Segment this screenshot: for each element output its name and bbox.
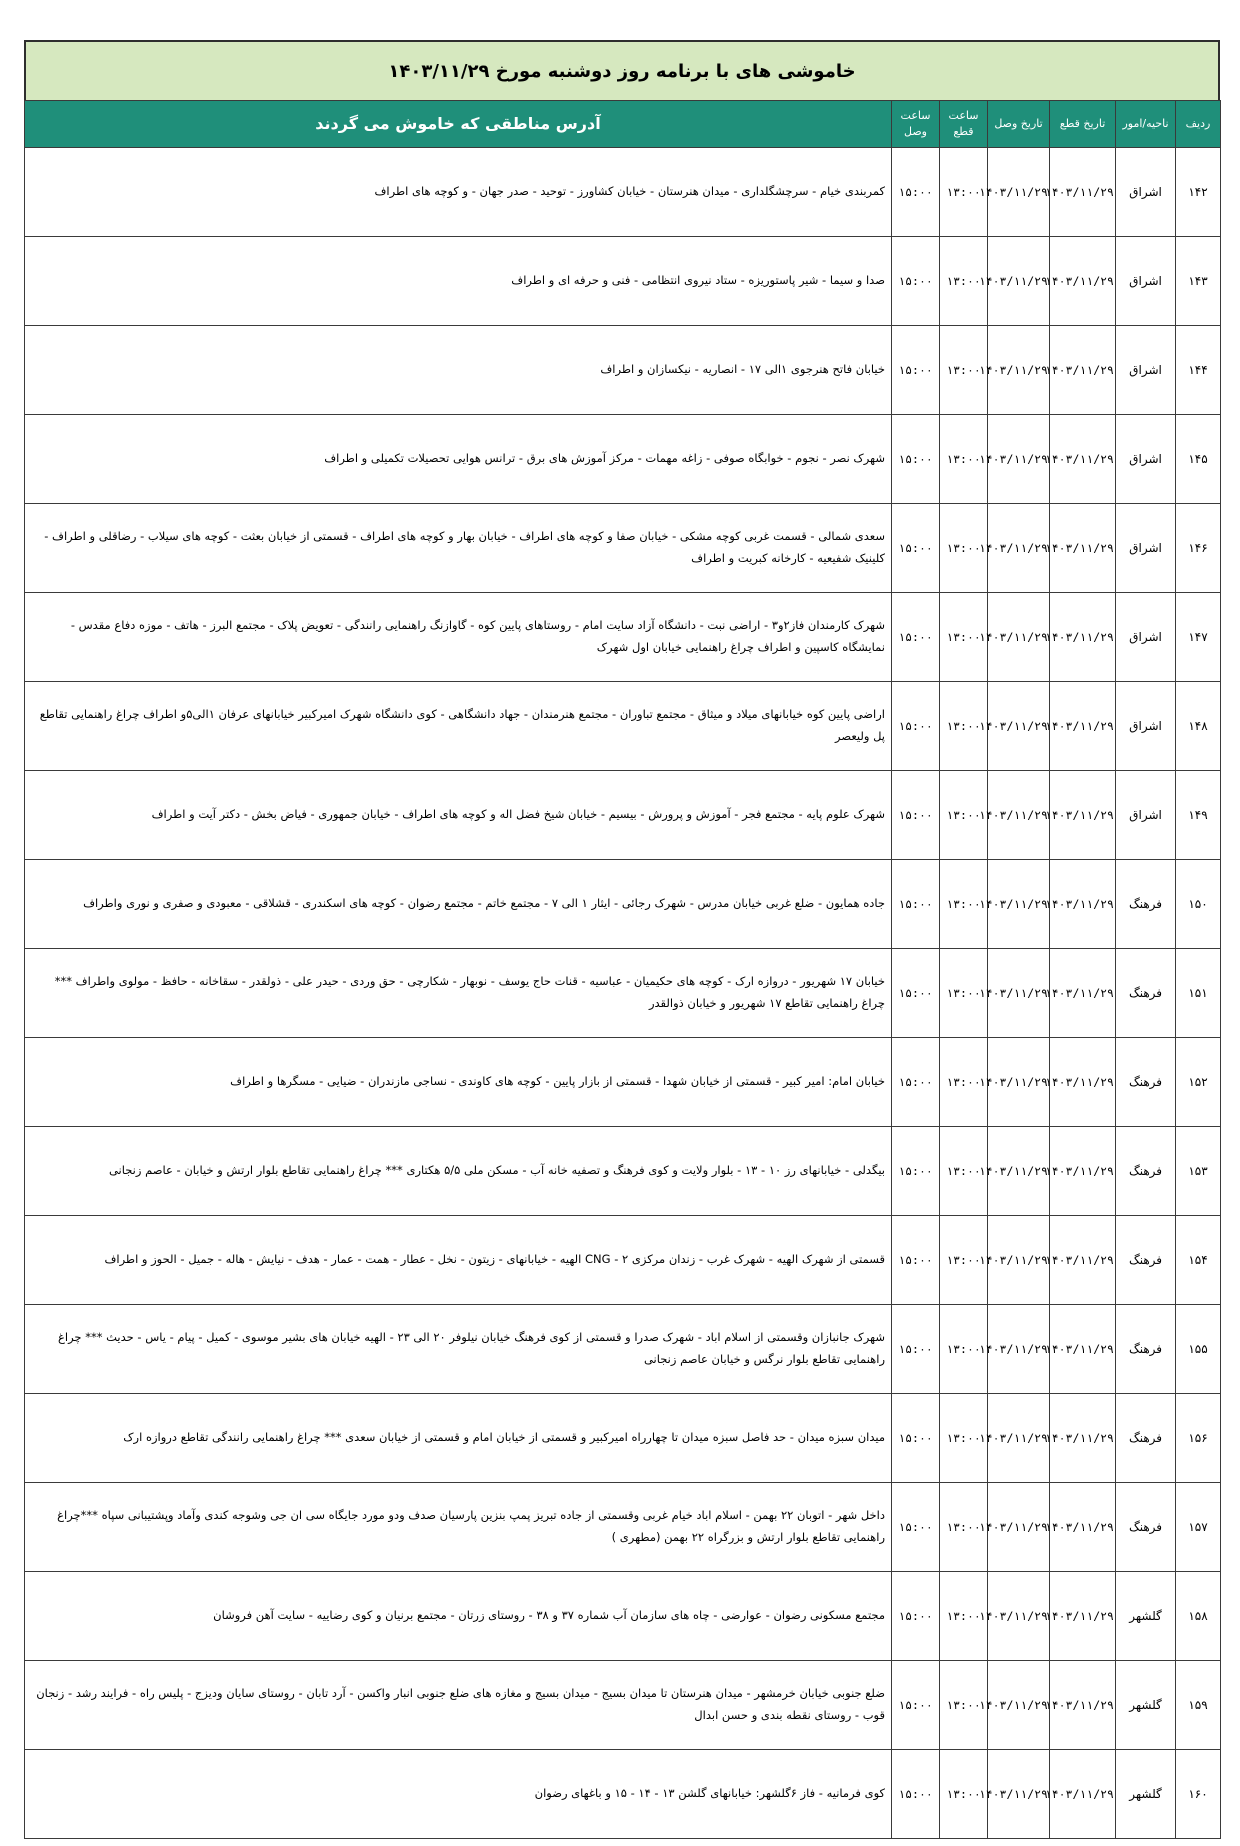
cell-district: فرهنگ	[1116, 1305, 1176, 1394]
table-row	[25, 860, 1221, 949]
cell-district: فرهنگ	[1116, 1394, 1176, 1483]
cell-connect-time: ۱۵:۰۰	[892, 860, 940, 949]
cell-cut-date: ۱۴۰۳/۱۱/۲۹	[1050, 1661, 1116, 1750]
cell-cut-date: ۱۴۰۳/۱۱/۲۹	[1050, 1483, 1116, 1572]
cell-connect-time: ۱۵:۰۰	[892, 1483, 940, 1572]
cell-row-number: ۱۵۰	[1176, 860, 1221, 949]
header-cut-date: تاریخ قطع	[1050, 101, 1116, 148]
table-row	[25, 1750, 1221, 1839]
cell-address: شهرک جانبازان وقسمتی از اسلام اباد - شهرک صدرا و قسمتی از کوی فرهنگ خیابان نیلوفر ۲۰ الی ۲۳ - الهیه خیابان های بشیر موسوی - کمیل - پیام - یاس - حدیث *** چراغ راهنمایی تقاطع بلوار نرگس و خیابان عاصم زنجانی	[25, 1305, 892, 1394]
cell-cut-date: ۱۴۰۳/۱۱/۲۹	[1050, 148, 1116, 237]
cell-address: کمربندی خیام - سرچشگلداری - میدان هنرستان - خیابان کشاورز - توحید - صدر جهان - و کوچه های اطراف	[25, 148, 892, 237]
cell-cut-time: ۱۳:۰۰	[940, 860, 988, 949]
cell-row-number: ۱۶۰	[1176, 1750, 1221, 1839]
cell-connect-time: ۱۵:۰۰	[892, 1038, 940, 1127]
cell-district: گلشهر	[1116, 1661, 1176, 1750]
cell-row-number: ۱۴۹	[1176, 771, 1221, 860]
cell-connect-date: ۱۴۰۳/۱۱/۲۹	[988, 415, 1050, 504]
table-row	[25, 1661, 1221, 1750]
cell-connect-time: ۱۵:۰۰	[892, 1216, 940, 1305]
cell-cut-time: ۱۳:۰۰	[940, 237, 988, 326]
cell-district: اشراق	[1116, 593, 1176, 682]
cell-row-number: ۱۴۳	[1176, 237, 1221, 326]
cell-cut-time: ۱۳:۰۰	[940, 326, 988, 415]
cell-address: بیگدلی - خیابانهای رز ۱۰ - ۱۳ - بلوار ولایت و کوی فرهنگ و تصفیه خانه آب - مسکن ملی ۵/۵ هکتاری *** چراغ راهنمایی تقاطع بلوار ارتش و خیابان - عاصم زنجانی	[25, 1127, 892, 1216]
cell-cut-time: ۱۳:۰۰	[940, 593, 988, 682]
cell-row-number: ۱۵۸	[1176, 1572, 1221, 1661]
table-row	[25, 415, 1221, 504]
cell-row-number: ۱۵۱	[1176, 949, 1221, 1038]
cell-address: شهرک نصر - نجوم - خوابگاه صوفی - زاغه مهمات - مرکز آموزش های برق - ترانس هوایی تحصیلات تکمیلی و اطراف	[25, 415, 892, 504]
cell-connect-date: ۱۴۰۳/۱۱/۲۹	[988, 1394, 1050, 1483]
cell-cut-date: ۱۴۰۳/۱۱/۲۹	[1050, 415, 1116, 504]
cell-address: شهرک کارمندان فاز۲و۳ - اراضی نبت - دانشگاه آزاد سایت امام - روستاهای پایین کوه - گاوازنگ راهنمایی رانندگی - تعویض پلاک - مجتمع البرز - هاتف - موزه دفاع مقدس - نمایشگاه کاسپین و اطراف چراغ راهنمایی خیابان اول شهرک	[25, 593, 892, 682]
cell-connect-time: ۱۵:۰۰	[892, 949, 940, 1038]
table-row	[25, 326, 1221, 415]
cell-connect-time: ۱۵:۰۰	[892, 415, 940, 504]
cell-connect-time: ۱۵:۰۰	[892, 682, 940, 771]
cell-row-number: ۱۴۶	[1176, 504, 1221, 593]
table-row	[25, 504, 1221, 593]
cell-connect-time: ۱۵:۰۰	[892, 504, 940, 593]
cell-row-number: ۱۵۲	[1176, 1038, 1221, 1127]
cell-connect-date: ۱۴۰۳/۱۱/۲۹	[988, 771, 1050, 860]
cell-connect-time: ۱۵:۰۰	[892, 1127, 940, 1216]
table-row	[25, 771, 1221, 860]
cell-connect-time: ۱۵:۰۰	[892, 1305, 940, 1394]
cell-connect-time: ۱۵:۰۰	[892, 148, 940, 237]
cell-connect-date: ۱۴۰۳/۱۱/۲۹	[988, 949, 1050, 1038]
header-district: ناحیه/امور	[1116, 101, 1176, 148]
cell-connect-date: ۱۴۰۳/۱۱/۲۹	[988, 1305, 1050, 1394]
cell-connect-time: ۱۵:۰۰	[892, 237, 940, 326]
table-row	[25, 593, 1221, 682]
page-title: خاموشی های با برنامه روز دوشنبه مورخ ۱۴۰۳/۱۱/۲۹	[24, 40, 1220, 100]
cell-connect-date: ۱۴۰۳/۱۱/۲۹	[988, 682, 1050, 771]
cell-connect-time: ۱۵:۰۰	[892, 1572, 940, 1661]
cell-district: فرهنگ	[1116, 1038, 1176, 1127]
cell-cut-date: ۱۴۰۳/۱۱/۲۹	[1050, 682, 1116, 771]
cell-row-number: ۱۴۴	[1176, 326, 1221, 415]
cell-cut-time: ۱۳:۰۰	[940, 415, 988, 504]
cell-address: اراضی پایین کوه خیابانهای میلاد و میثاق - مجتمع تباوران - مجتمع هنرمندان - جهاد دانشگاهی - کوی دانشگاه شهرک امیرکبیر خیابانهای عرفان ۱الی۵و اطراف چراغ راهنمایی تقاطع پل ولیعصر	[25, 682, 892, 771]
table-row	[25, 1394, 1221, 1483]
cell-connect-date: ۱۴۰۳/۱۱/۲۹	[988, 1216, 1050, 1305]
cell-address: ضلع جنوبی خیابان خرمشهر - میدان هنرستان تا میدان بسیج - میدان بسیج و مغازه های ضلع جنوبی انبار واکسن - آرد تابان - روستای سایان ودیزج - پلیس راه - فرایند رشد - زنجان قوب - روستای نقطه بندی و حسن ابدال	[25, 1661, 892, 1750]
cell-cut-date: ۱۴۰۳/۱۱/۲۹	[1050, 237, 1116, 326]
cell-address: سعدی شمالی - قسمت غربی کوچه مشکی - خیابان صفا و کوچه های اطراف - خیابان بهار و کوچه های اطراف - قسمتی از خیابان بعثت - کوچه های سیلاب - رضاقلی و اطراف - کلینیک شفیعیه - کارخانه کبریت و اطراف	[25, 504, 892, 593]
header-cut-time: ساعت قطع	[940, 101, 988, 148]
table-row	[25, 1572, 1221, 1661]
cell-cut-time: ۱۳:۰۰	[940, 949, 988, 1038]
cell-cut-date: ۱۴۰۳/۱۱/۲۹	[1050, 504, 1116, 593]
table-row	[25, 1483, 1221, 1572]
table-row	[25, 148, 1221, 237]
cell-cut-time: ۱۳:۰۰	[940, 1127, 988, 1216]
cell-row-number: ۱۴۸	[1176, 682, 1221, 771]
cell-connect-time: ۱۵:۰۰	[892, 326, 940, 415]
cell-row-number: ۱۵۹	[1176, 1661, 1221, 1750]
table-row	[25, 1038, 1221, 1127]
cell-address: کوی فرمانیه - فاز ۶گلشهر: خیابانهای گلشن ۱۳ - ۱۴ - ۱۵ و باغهای رضوان	[25, 1750, 892, 1839]
cell-district: اشراق	[1116, 148, 1176, 237]
table-row	[25, 1305, 1221, 1394]
cell-cut-time: ۱۳:۰۰	[940, 1483, 988, 1572]
outage-table	[24, 100, 1221, 1839]
cell-address: خیابان ۱۷ شهریور - دروازه ارک - کوچه های حکیمیان - عباسیه - قنات حاج یوسف - نوبهار - شکارچی - حق وردی - حیدر علی - ذولقدر - سقاخانه - حافظ - مولوی واطراف *** چراغ راهنمایی تقاطع ۱۷ شهریور و خیابان ذوالقدر	[25, 949, 892, 1038]
header-connect-date: تاریخ وصل	[988, 101, 1050, 148]
table-row	[25, 682, 1221, 771]
table-header-row	[25, 101, 1221, 148]
cell-row-number: ۱۴۲	[1176, 148, 1221, 237]
cell-connect-date: ۱۴۰۳/۱۱/۲۹	[988, 148, 1050, 237]
table-row	[25, 1127, 1221, 1216]
cell-connect-time: ۱۵:۰۰	[892, 1394, 940, 1483]
header-address: آدرس مناطقی که خاموش می گردند	[25, 101, 892, 148]
cell-connect-time: ۱۵:۰۰	[892, 593, 940, 682]
cell-cut-date: ۱۴۰۳/۱۱/۲۹	[1050, 1572, 1116, 1661]
cell-address: خیابان امام: امیر کبیر - قسمتی از خیابان شهدا - قسمتی از بازار پایین - کوچه های کاوندی - نساجی مازندران - ضیایی - مسگرها و اطراف	[25, 1038, 892, 1127]
cell-district: گلشهر	[1116, 1572, 1176, 1661]
table-row	[25, 237, 1221, 326]
cell-connect-time: ۱۵:۰۰	[892, 771, 940, 860]
cell-district: گلشهر	[1116, 1750, 1176, 1839]
cell-cut-time: ۱۳:۰۰	[940, 1394, 988, 1483]
cell-cut-date: ۱۴۰۳/۱۱/۲۹	[1050, 1038, 1116, 1127]
cell-address: قسمتی از شهرک الهیه - شهرک غرب - زندان مرکزی ۲ - CNG الهیه - خیابانهای - زیتون - نخل - عطار - همت - عمار - هدف - نیایش - هاله - جمیل - الحوز و اطراف	[25, 1216, 892, 1305]
cell-cut-date: ۱۴۰۳/۱۱/۲۹	[1050, 593, 1116, 682]
cell-connect-date: ۱۴۰۳/۱۱/۲۹	[988, 237, 1050, 326]
cell-cut-date: ۱۴۰۳/۱۱/۲۹	[1050, 771, 1116, 860]
cell-district: فرهنگ	[1116, 1216, 1176, 1305]
cell-cut-time: ۱۳:۰۰	[940, 1216, 988, 1305]
cell-district: اشراق	[1116, 771, 1176, 860]
cell-connect-date: ۱۴۰۳/۱۱/۲۹	[988, 593, 1050, 682]
cell-cut-time: ۱۳:۰۰	[940, 1305, 988, 1394]
cell-cut-time: ۱۳:۰۰	[940, 1572, 988, 1661]
cell-connect-time: ۱۵:۰۰	[892, 1661, 940, 1750]
cell-district: فرهنگ	[1116, 1127, 1176, 1216]
cell-cut-date: ۱۴۰۳/۱۱/۲۹	[1050, 860, 1116, 949]
cell-address: جاده همایون - ضلع غربی خیابان مدرس - شهرک رجائی - ایثار ۱ الی ۷ - مجتمع خاتم - مجتمع رضوان - کوچه های اسکندری - قشلاقی - معبودی و صفری و نوری واطراف	[25, 860, 892, 949]
cell-row-number: ۱۵۶	[1176, 1394, 1221, 1483]
cell-cut-date: ۱۴۰۳/۱۱/۲۹	[1050, 1394, 1116, 1483]
cell-cut-time: ۱۳:۰۰	[940, 1750, 988, 1839]
cell-district: فرهنگ	[1116, 949, 1176, 1038]
cell-district: اشراق	[1116, 682, 1176, 771]
cell-cut-date: ۱۴۰۳/۱۱/۲۹	[1050, 1127, 1116, 1216]
cell-cut-date: ۱۴۰۳/۱۱/۲۹	[1050, 1216, 1116, 1305]
cell-district: اشراق	[1116, 237, 1176, 326]
cell-row-number: ۱۵۷	[1176, 1483, 1221, 1572]
cell-cut-date: ۱۴۰۳/۱۱/۲۹	[1050, 326, 1116, 415]
cell-address: صدا و سیما - شیر پاستوریزه - ستاد نیروی انتظامی - فنی و حرفه ای و اطراف	[25, 237, 892, 326]
cell-connect-date: ۱۴۰۳/۱۱/۲۹	[988, 1661, 1050, 1750]
cell-district: فرهنگ	[1116, 1483, 1176, 1572]
cell-cut-time: ۱۳:۰۰	[940, 148, 988, 237]
cell-connect-date: ۱۴۰۳/۱۱/۲۹	[988, 1038, 1050, 1127]
table-row	[25, 949, 1221, 1038]
cell-cut-time: ۱۳:۰۰	[940, 1661, 988, 1750]
cell-cut-time: ۱۳:۰۰	[940, 682, 988, 771]
cell-cut-time: ۱۳:۰۰	[940, 1038, 988, 1127]
cell-cut-date: ۱۴۰۳/۱۱/۲۹	[1050, 1305, 1116, 1394]
cell-district: اشراق	[1116, 415, 1176, 504]
outage-schedule-sheet	[24, 40, 1220, 1839]
cell-row-number: ۱۴۷	[1176, 593, 1221, 682]
cell-address: شهرک علوم پایه - مجتمع فجر - آموزش و پرورش - بیسیم - خیابان شیخ فضل اله و کوچه های اطراف - خیابان جمهوری - فیاض بخش - دکتر آیت و اطراف	[25, 771, 892, 860]
cell-row-number: ۱۵۴	[1176, 1216, 1221, 1305]
cell-connect-date: ۱۴۰۳/۱۱/۲۹	[988, 1572, 1050, 1661]
cell-connect-date: ۱۴۰۳/۱۱/۲۹	[988, 860, 1050, 949]
cell-address: مجتمع مسکونی رضوان - عوارضی - چاه های سازمان آب شماره ۳۷ و ۳۸ - روستای زرتان - مجتمع برنیان و کوی رضاییه - سایت آهن فروشان	[25, 1572, 892, 1661]
cell-address: میدان سبزه میدان - حد فاصل سبزه میدان تا چهارراه امیرکبیر و قسمتی از خیابان امام و قسمتی از خیابان سعدی *** چراغ راهنمایی رانندگی تقاطع دروازه ارک	[25, 1394, 892, 1483]
cell-connect-date: ۱۴۰۳/۱۱/۲۹	[988, 1483, 1050, 1572]
header-row-number: ردیف	[1176, 101, 1221, 148]
cell-row-number: ۱۵۵	[1176, 1305, 1221, 1394]
table-row	[25, 1216, 1221, 1305]
cell-cut-time: ۱۳:۰۰	[940, 771, 988, 860]
cell-address: داخل شهر - اتوبان ۲۲ بهمن - اسلام اباد خیام غربی وقسمتی از جاده تبریز پمپ بنزین پارسیان صدف ودو مورد جایگاه سی ان جی وشوجه کندی وآماد وپشتیبانی سپاه ***چراغ راهنمایی تقاطع بلوار ارتش و بزرگراه ۲۲ بهمن (مطهری )	[25, 1483, 892, 1572]
cell-connect-date: ۱۴۰۳/۱۱/۲۹	[988, 1127, 1050, 1216]
cell-district: فرهنگ	[1116, 860, 1176, 949]
cell-cut-date: ۱۴۰۳/۱۱/۲۹	[1050, 949, 1116, 1038]
cell-address: خیابان فاتح هنرجوی ۱الی ۱۷ - انصاریه - نیکسازان و اطراف	[25, 326, 892, 415]
cell-row-number: ۱۵۳	[1176, 1127, 1221, 1216]
cell-connect-time: ۱۵:۰۰	[892, 1750, 940, 1839]
cell-connect-date: ۱۴۰۳/۱۱/۲۹	[988, 326, 1050, 415]
cell-connect-date: ۱۴۰۳/۱۱/۲۹	[988, 1750, 1050, 1839]
cell-cut-time: ۱۳:۰۰	[940, 504, 988, 593]
cell-district: اشراق	[1116, 504, 1176, 593]
header-connect-time: ساعت وصل	[892, 101, 940, 148]
cell-district: اشراق	[1116, 326, 1176, 415]
cell-cut-date: ۱۴۰۳/۱۱/۲۹	[1050, 1750, 1116, 1839]
cell-connect-date: ۱۴۰۳/۱۱/۲۹	[988, 504, 1050, 593]
cell-row-number: ۱۴۵	[1176, 415, 1221, 504]
